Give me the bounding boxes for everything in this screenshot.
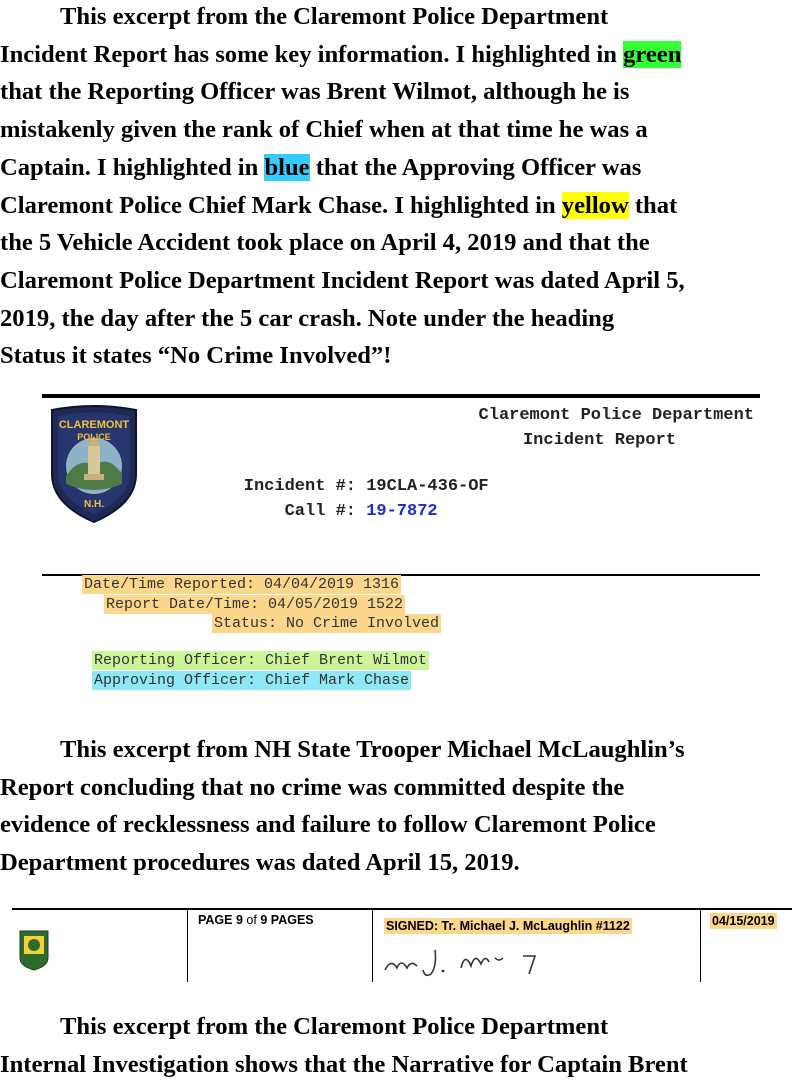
incident-row	[232, 474, 489, 499]
call-row	[232, 499, 489, 524]
report-type: Incident Report	[522, 431, 676, 450]
para1-line-5-text-a: Captain. I highlighted in	[0, 153, 265, 181]
patch-text-top: CLAREMONT	[58, 419, 130, 431]
para2-line-1: This excerpt from NH State Trooper Michael McLaughlin’s	[60, 736, 685, 763]
signature-date: 04/15/2019	[712, 914, 775, 928]
reporting-officer-field: Reporting Officer: Chief Brent Wilmot	[94, 652, 428, 669]
page-label: PAGE	[198, 913, 233, 927]
department-name: Claremont Police Department	[478, 406, 754, 425]
para1-line-6-text-a: Claremont Police Chief Mark Chase. I highlighted in	[0, 191, 562, 219]
para1-line-5-text-b: that the Approving Officer was	[309, 153, 642, 181]
para1-line-1: This excerpt from the Claremont Police Department	[60, 3, 609, 30]
trooper-signature-excerpt	[12, 908, 792, 982]
page-number: 9	[235, 913, 243, 927]
para1-line-2-text: Incident Report has some key information. I highlighted in	[0, 40, 624, 68]
para2-line-3: evidence of recklessness and failure to follow Claremont Police	[0, 811, 656, 839]
call-value: 19-7872	[366, 502, 438, 521]
incident-value: 19CLA-436-OF	[366, 477, 489, 496]
yellow-highlight-word: yellow	[561, 191, 629, 219]
incident-report-excerpt	[42, 394, 760, 704]
incident-label: Incident #:	[243, 477, 356, 496]
report-date-field: Report Date/Time: 04/05/2019 1522	[106, 596, 404, 613]
green-highlight-word: green	[623, 40, 682, 68]
signature-divider-3	[700, 908, 701, 982]
internal-investigation-paragraph	[0, 1008, 802, 1083]
para1-line-6	[0, 187, 802, 225]
para3-line-2: Internal Investigation shows that the Narrative for Captain Brent	[0, 1050, 688, 1078]
para1-line-4: mistakenly given the rank of Chief when at that time he was a	[0, 116, 648, 144]
para2-line-2: Report concluding that no crime was committed despite the	[0, 773, 625, 801]
signature-divider-1	[187, 908, 188, 982]
trooper-paragraph	[0, 731, 802, 882]
para1-line-8: Claremont Police Department Incident Report was dated April 5,	[0, 266, 685, 294]
blue-highlight-word: blue	[264, 153, 310, 181]
intro-paragraph	[0, 0, 802, 375]
status-field: Status: No Crime Involved	[214, 615, 440, 632]
page-count	[198, 913, 314, 927]
page-word: PAGES	[270, 913, 314, 927]
para1-line-2	[0, 36, 802, 74]
signature-divider-2	[372, 908, 373, 982]
handwritten-signature	[377, 940, 597, 980]
signature-top-rule	[12, 908, 792, 910]
date-reported-field: Date/Time Reported: 04/04/2019 1316	[84, 576, 400, 593]
police-patch-logo	[44, 404, 144, 526]
para1-line-9: 2019, the day after the 5 car crash. Note under the heading	[0, 304, 615, 332]
para1-line-10: Status it states “No Crime Involved”!	[0, 342, 392, 370]
call-label: Call #:	[284, 502, 356, 521]
para1-line-5	[0, 149, 802, 187]
report-heading	[334, 403, 754, 453]
page-total: 9	[260, 913, 268, 927]
page-of: of	[246, 913, 257, 927]
approving-officer-field: Approving Officer: Chief Mark Chase	[94, 672, 410, 689]
report-top-rule	[42, 394, 760, 398]
para3-line-1: This excerpt from the Claremont Police Department	[60, 1013, 609, 1040]
para1-line-6-text-b: that	[628, 191, 678, 219]
para2-line-4: Department procedures was dated April 15, 2019.	[0, 849, 520, 877]
signed-by-field: SIGNED: Tr. Michael J. McLaughlin #1122	[386, 919, 630, 933]
incident-numbers	[232, 474, 489, 524]
patch-text-bottom: N.H.	[84, 499, 104, 510]
para1-line-7: the 5 Vehicle Accident took place on April 4, 2019 and that the	[0, 229, 650, 257]
patch-text-mid: POLICE	[77, 432, 111, 442]
state-police-badge-icon	[17, 928, 51, 972]
para1-line-3: that the Reporting Officer was Brent Wilmot, although he is	[0, 78, 630, 106]
